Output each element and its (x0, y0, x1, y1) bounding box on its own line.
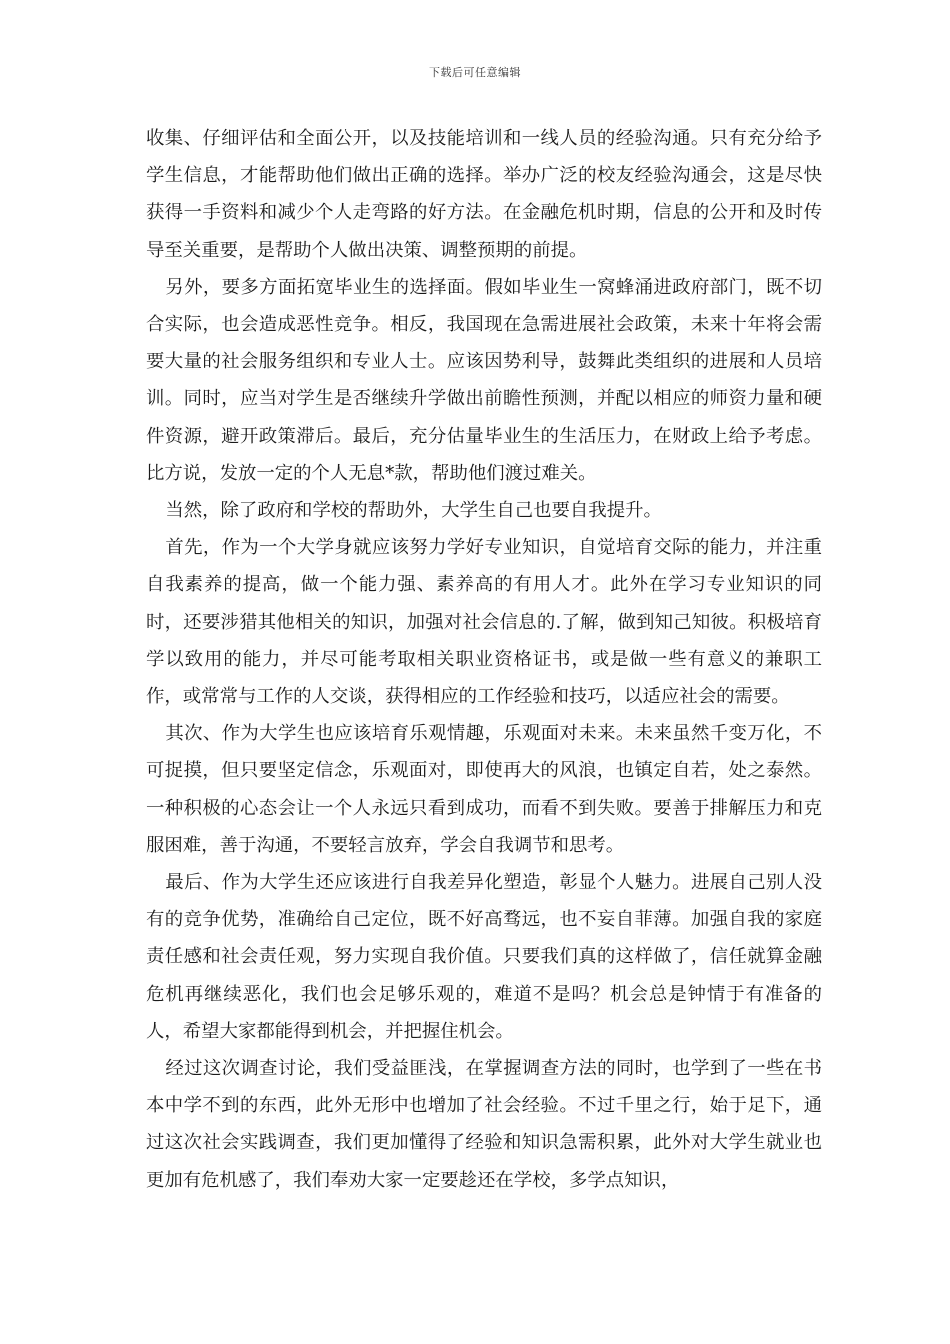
document-body (146, 120, 822, 1199)
page-header: 下载后可任意编辑 (429, 66, 521, 79)
paragraph-6: 最后、作为大学生还应该进行自我差异化塑造，彰显个人魅力。进展自己别人没有的竞争优势，准确给自己定位，既不好高骛远，也不妄自菲薄。加强自我的家庭责任感和社会责任观，努力实现自我价值。只要我们真的这样做了，信任就算金融危机再继续恶化，我们也会足够乐观的，难道不是吗？机会总是钟情于有准备的人，希望大家都能得到机会，并把握住机会。 (146, 872, 822, 1042)
paragraph-3: 当然，除了政府和学校的帮助外，大学生自己也要自我提升。 (165, 500, 662, 522)
paragraph-5: 其次、作为大学生也应该培育乐观情趣，乐观面对未来。未来虽然千变万化，不可捉摸，但只要坚定信念，乐观面对，即使再大的风浪，也镇定自若，处之泰然。一种积极的心态会让一个人永远只看到成功，而看不到失败。要善于排解压力和克服困难，善于沟通，不要轻言放弃，学会自我调节和思考。 (146, 723, 822, 856)
paragraph-2: 另外，要多方面拓宽毕业生的选择面。假如毕业生一窝蜂涌进政府部门，既不切合实际，也会造成恶性竞争。相反，我国现在急需进展社会政策，未来十年将会需要大量的社会服务组织和专业人士。应该因势利导，鼓舞此类组织的进展和人员培训。同时，应当对学生是否继续升学做出前瞻性预测，并配以相应的师资力量和硬件资源，避开政策滞后。最后，充分估量毕业生的生活压力，在财政上给予考虑。比方说，发放一定的个人无息*款，帮助他们渡过难关。 (146, 276, 822, 484)
paragraph-7: 经过这次调查讨论，我们受益匪浅，在掌握调查方法的同时，也学到了一些在书本中学不到的东西，此外无形中也增加了社会经验。不过千里之行，始于足下，通过这次社会实践调查，我们更加懂得了经验和知识急需积累，此外对大学生就业也更加有危机感了，我们奉劝大家一定要趁还在学校，多学点知识， (146, 1058, 822, 1191)
paragraph-4: 首先，作为一个大学身就应该努力学好专业知识，自觉培育交际的能力，并注重自我素养的提高，做一个能力强、素养高的有用人才。此外在学习专业知识的同时，还要涉猎其他相关的知识，加强对社会信息的.了解，做到知己知彼。积极培育学以致用的能力，并尽可能考取相关职业资格证书，或是做一些有意义的兼职工作，或常常与工作的人交谈，获得相应的工作经验和技巧，以适应社会的需要。 (146, 537, 822, 708)
paragraph-1: 收集、仔细评估和全面公开，以及技能培训和一线人员的经验沟通。只有充分给予学生信息，才能帮助他们做出正确的选择。举办广泛的校友经验沟通会，这是尽快获得一手资料和减少个人走弯路的好方法。在金融危机时期，信息的公开和及时传导至关重要，是帮助个人做出决策、调整预期的前提。 (146, 128, 822, 261)
